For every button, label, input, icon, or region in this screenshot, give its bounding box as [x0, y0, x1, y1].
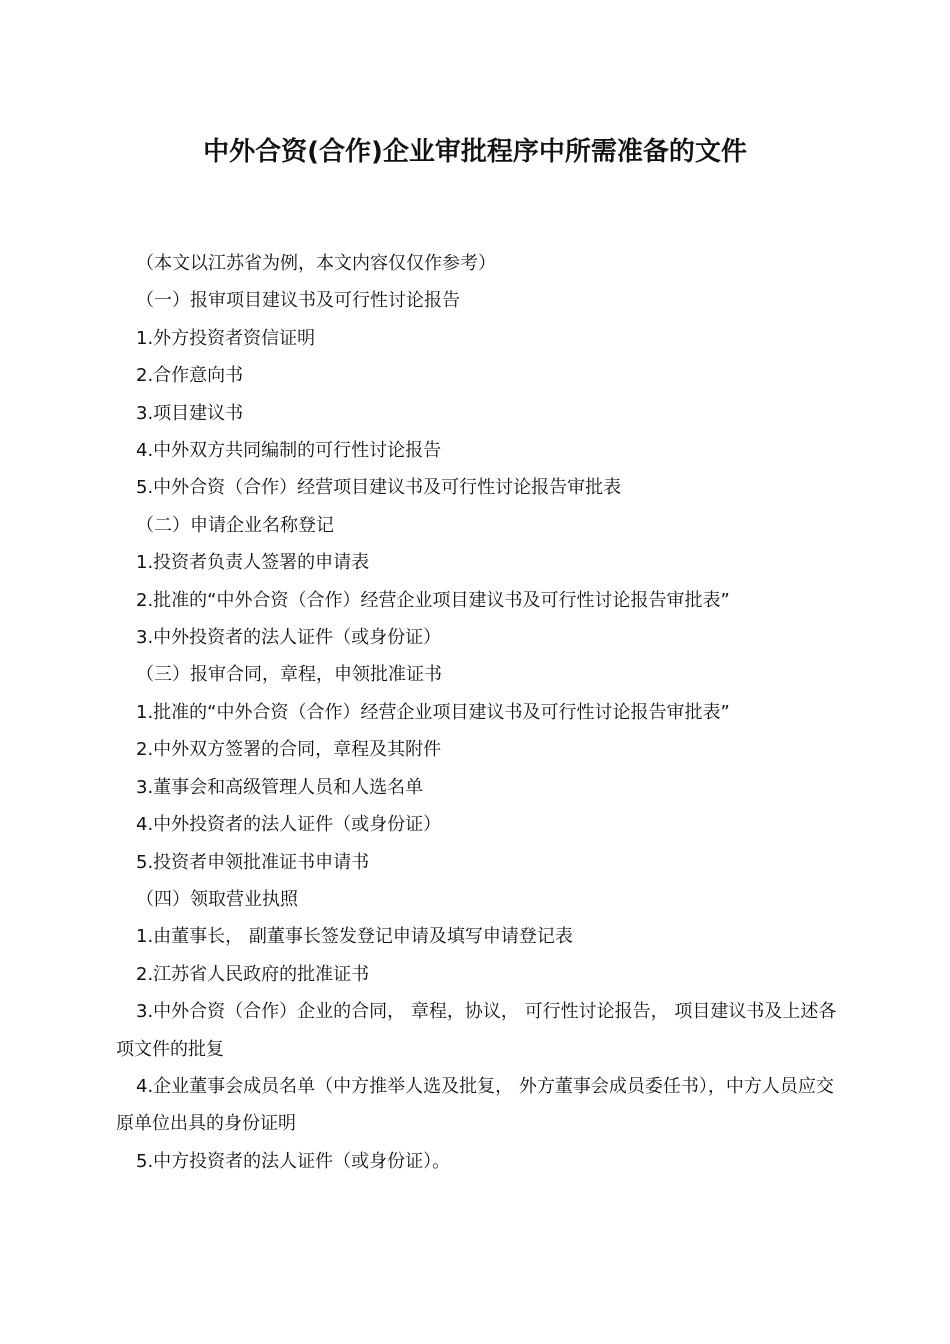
- list-item: 4.企业董事会成员名单（中方推举人选及批复， 外方董事会成员委任书），中方人员应交原单位出具的身份证明: [116, 1075, 834, 1135]
- list-item: 5.中方投资者的法人证件（或身份证）。: [136, 1150, 451, 1172]
- list-item: 1.外方投资者资信证明: [136, 327, 316, 349]
- list-item: 4.中外双方共同编制的可行性讨论报告: [136, 440, 442, 462]
- list-item: 5.中外合资（合作）经营项目建议书及可行性讨论报告审批表: [136, 477, 622, 499]
- list-item: 3.董事会和高级管理人员和人选名单: [136, 776, 424, 798]
- list-item: 3.项目建议书: [136, 402, 244, 424]
- list-item: 2.批准的“中外合资（合作）经营企业项目建议书及可行性讨论报告审批表”: [136, 589, 730, 611]
- list-item: 1.由董事长， 副董事长签发登记申请及填写申请登记表: [136, 926, 573, 948]
- section-heading-1: （一）报审项目建议书及可行性讨论报告: [136, 290, 460, 312]
- list-item: 4.中外投资者的法人证件（或身份证）: [136, 814, 442, 836]
- list-item: 2.中外双方签署的合同，章程及其附件: [136, 739, 442, 761]
- document-title: 中外合资(合作)企业审批程序中所需准备的文件: [203, 137, 747, 167]
- list-item: 2.江苏省人民政府的批准证书: [136, 963, 370, 985]
- list-item: 3.中外投资者的法人证件（或身份证）: [136, 627, 442, 649]
- intro-note: （本文以江苏省为例，本文内容仅仅作参考）: [136, 253, 496, 274]
- document-body: [116, 245, 838, 1180]
- section-heading-2: （二）申请企业名称登记: [136, 514, 334, 536]
- section-heading-4: （四）领取营业执照: [136, 888, 298, 910]
- list-item: 1.批准的“中外合资（合作）经营企业项目建议书及可行性讨论报告审批表”: [136, 701, 730, 723]
- list-item: 5.投资者申领批准证书申请书: [136, 851, 370, 873]
- section-heading-3: （三）报审合同，章程，申领批准证书: [136, 664, 442, 686]
- list-item: 3.中外合资（合作）企业的合同， 章程，协议， 可行性讨论报告， 项目建议书及上述各项文件的批复: [116, 1001, 837, 1060]
- list-item: 2.合作意向书: [136, 365, 244, 387]
- list-item: 1.投资者负责人签署的申请表: [136, 552, 370, 574]
